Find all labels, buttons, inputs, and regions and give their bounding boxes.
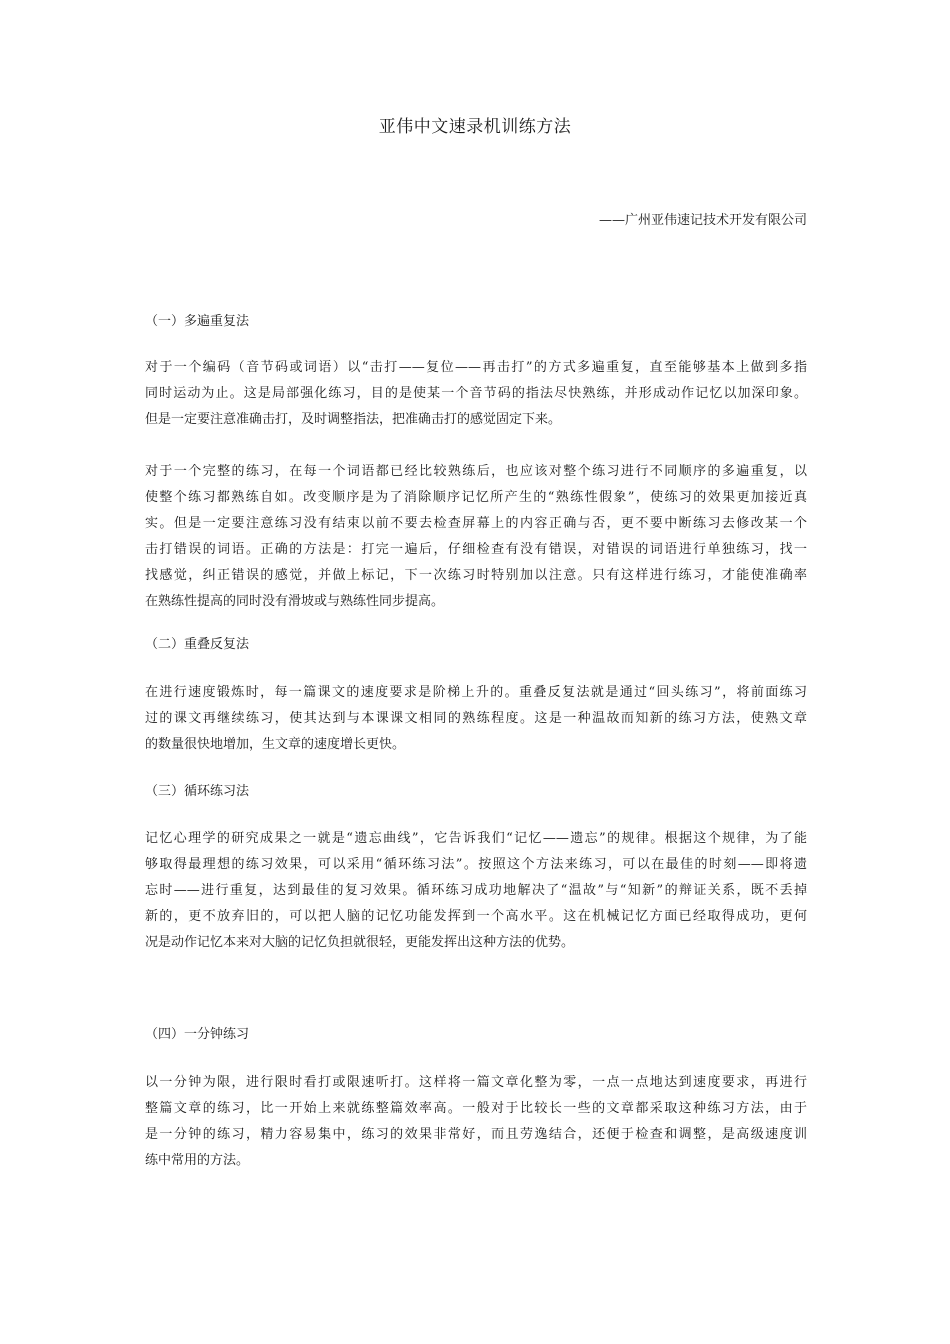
text-line: 记忆心理学的研究成果之一就是“遗忘曲线”，它告诉我们“记忆——遗忘”的规律。根据这个规律，为了能 — [145, 831, 807, 846]
text-line: 对于一个编码（音节码或词语）以“击打——复位——再击打”的方式多遍重复，直至能够基本上做到多指 — [145, 360, 807, 375]
text-line: 同时运动为止。这是局部强化练习，目的是使某一个音节码的指法尽快熟练，并形成动作记忆以加深印象。 — [145, 386, 807, 401]
text-line: 的数量很快地增加，生文章的速度增长更快。 — [145, 737, 406, 752]
section-heading-3: （三）循环练习法 — [145, 784, 250, 799]
text-line: 击打错误的词语。正确的方法是：打完一遍后，仔细检查有没有错误，对错误的词语进行单独练习，找一 — [145, 542, 807, 557]
section-2-paragraph-1 — [145, 680, 807, 758]
text-line: 在熟练性提高的同时没有滑坡或与熟练性同步提高。 — [145, 594, 445, 609]
section-3-paragraph-1 — [145, 826, 807, 956]
text-line: 但是一定要注意准确击打，及时调整指法，把准确击打的感觉固定下来。 — [145, 412, 562, 427]
text-line: 找感觉，纠正错误的感觉，并做上标记，下一次练习时特别加以注意。只有这样进行练习，才能使准确率 — [145, 568, 807, 583]
section-1-paragraph-1 — [145, 355, 807, 433]
section-heading-2: （二）重叠反复法 — [145, 637, 250, 652]
document-author: ——广州亚伟速记技术开发有限公司 — [598, 213, 807, 228]
text-line: 过的课文再继续练习，使其达到与本课课文相同的熟练程度。这是一种温故而知新的练习方法，使熟文章 — [145, 711, 807, 726]
text-line: 使整个练习都熟练自如。改变顺序是为了消除顺序记忆所产生的“熟练性假象”，使练习的效果更加接近真 — [145, 490, 807, 505]
section-1-paragraph-2 — [145, 459, 807, 615]
text-line: 忘时——进行重复，达到最佳的复习效果。循环练习成功地解决了“温故”与“知新”的辩证关系，既不丢掉 — [145, 883, 807, 898]
document-title: 亚伟中文速录机训练方法 — [378, 117, 572, 137]
text-line: 实。但是一定要注意练习没有结束以前不要去检查屏幕上的内容正确与否，更不要中断练习去修改某一个 — [145, 516, 807, 531]
text-line: 整篇文章的练习，比一开始上来就练整篇效率高。一般对于比较长一些的文章都采取这种练习方法，由于 — [145, 1101, 807, 1116]
text-line: 够取得最理想的练习效果，可以采用“循环练习法”。按照这个方法来练习，可以在最佳的时刻——即将遗 — [145, 857, 807, 872]
text-line: 况是动作记忆本来对大脑的记忆负担就很轻，更能发挥出这种方法的优势。 — [145, 935, 575, 950]
text-line: 新的，更不放弃旧的，可以把人脑的记忆功能发挥到一个高水平。这在机械记忆方面已经取得成功，更何 — [145, 909, 807, 924]
section-heading-4: （四）一分钟练习 — [145, 1027, 250, 1042]
text-line: 对于一个完整的练习，在每一个词语都已经比较熟练后，也应该对整个练习进行不同顺序的多遍重复，以 — [145, 464, 807, 479]
section-heading-1: （一）多遍重复法 — [145, 314, 250, 329]
text-line: 是一分钟的练习，精力容易集中，练习的效果非常好，而且劳逸结合，还便于检查和调整，是高级速度训 — [145, 1127, 807, 1142]
text-line: 在进行速度锻炼时，每一篇课文的速度要求是阶梯上升的。重叠反复法就是通过“回头练习”，将前面练习 — [145, 685, 807, 700]
section-4-paragraph-1 — [145, 1070, 807, 1174]
text-line: 练中常用的方法。 — [145, 1153, 250, 1168]
text-line: 以一分钟为限，进行限时看打或限速听打。这样将一篇文章化整为零，一点一点地达到速度要求，再进行 — [145, 1075, 807, 1090]
